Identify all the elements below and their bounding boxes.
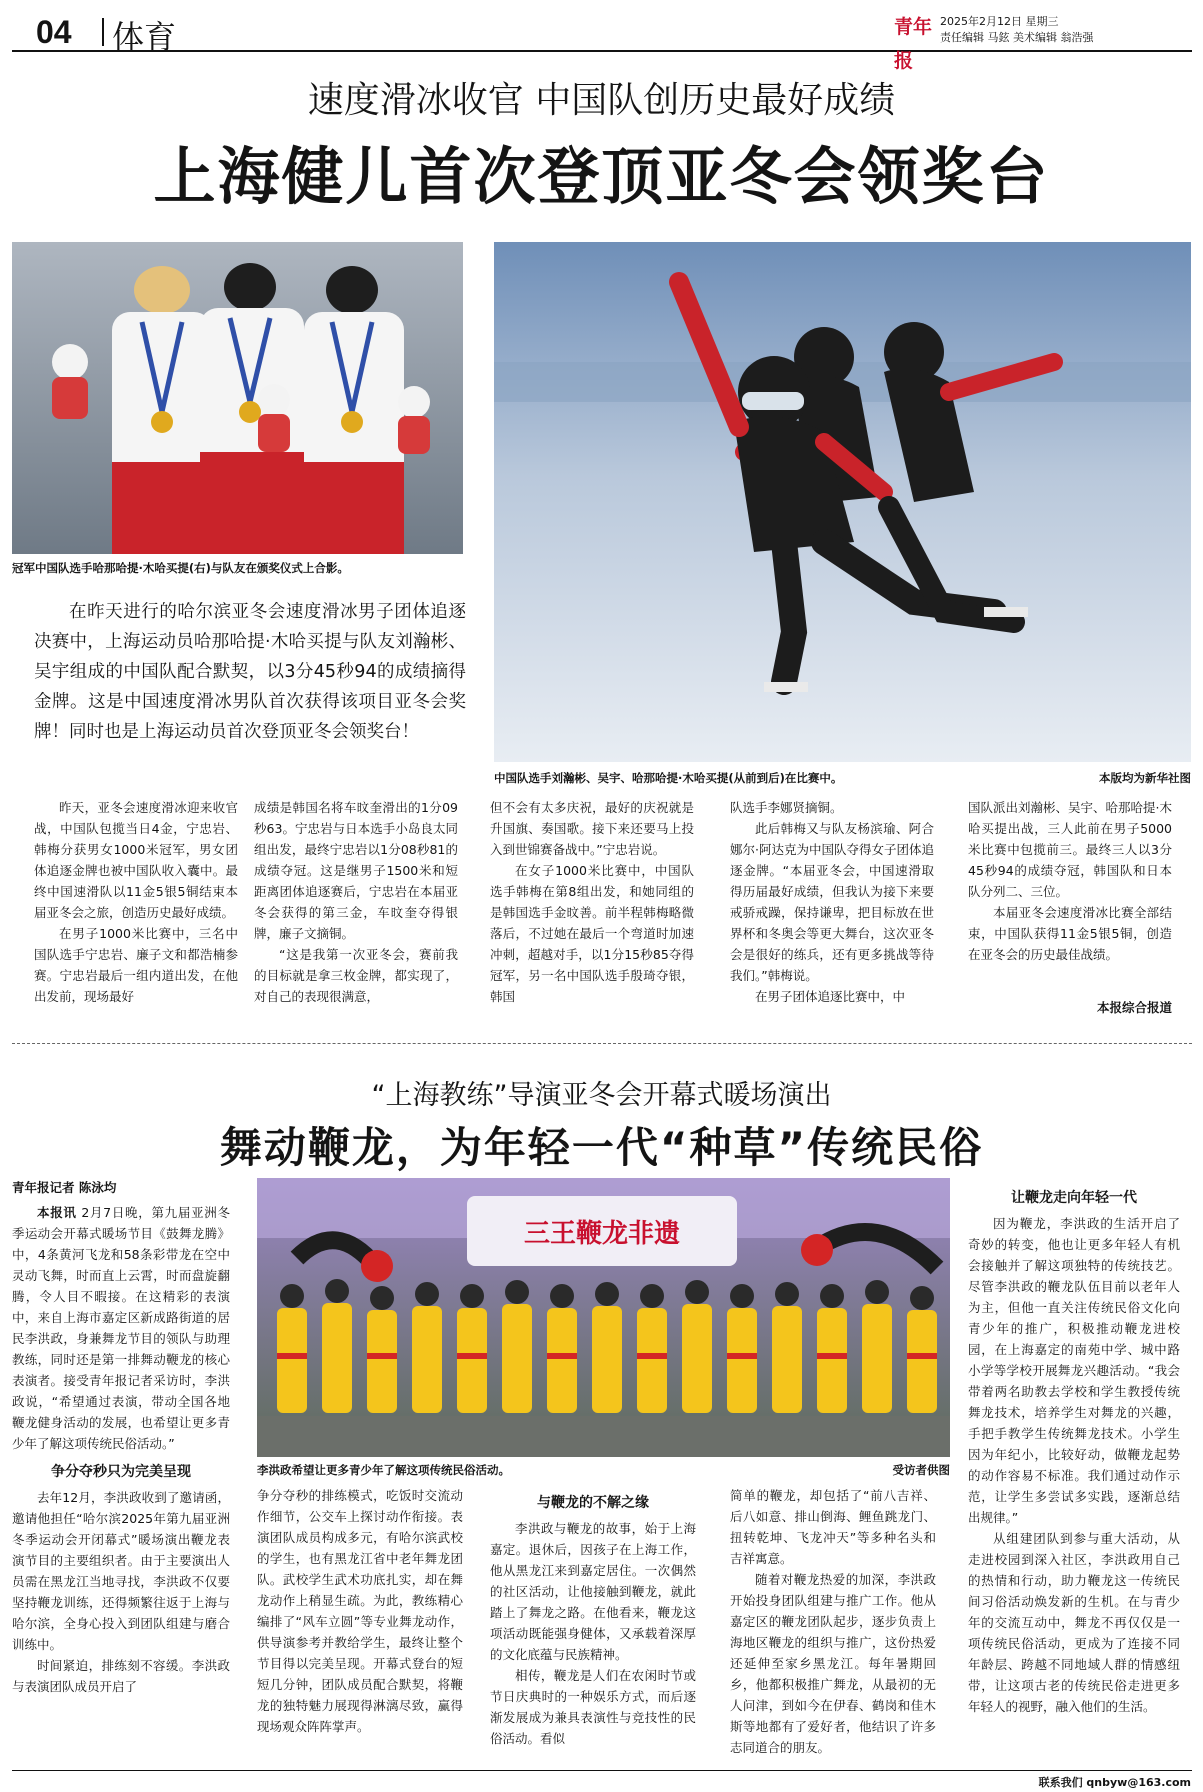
story1-column-3 [490, 797, 694, 1007]
skaters-photo [494, 242, 1191, 762]
story2-column-5 [968, 1188, 1180, 1717]
podium-photo [12, 242, 463, 554]
subheading: 争分夺秒只为完美呈现 [51, 1464, 191, 1480]
paragraph: 此后韩梅又与队友杨滨瑜、阿合娜尔·阿达克为中国队夺得女子团体追逐金牌。“本届亚冬会，中国速滑取得历届最好成绩，但我认为接下来要戒骄戒躁，保持谦卑，把目标放在世界杯和冬奥会等更大舞台，这次亚冬会是很好的练兵，还有更多挑战等待我们。”韩梅说。 [730, 821, 934, 983]
paragraph: 因为鞭龙，李洪政的生活开启了奇妙的转变，他也让更多年轻人有机会接触并了解这项独特的传统技艺。尽管李洪政的鞭龙队伍目前以老年人为主，但他一直关注传统民俗文化向青少年的推广，积极推动鞭龙进校园，在上海嘉定的南苑中学、城中路小学等学校开展舞龙兴趣活动。“我会带着两名助教去学校和学生教授传统舞龙技术，培养学生对舞龙的兴趣，手把手教学生传统舞龙技术。小学生因为年纪小，比较好动，做鞭龙起势的动作容易不标准。我们通过动作示范，让学生多尝试多实践，逐渐总结出规律。” [968, 1216, 1180, 1525]
story2-column-4 [730, 1485, 936, 1758]
paragraph: 时间紧迫，排练刻不容缓。李洪政与表演团队成员开启了 [12, 1658, 230, 1694]
paragraph: 简单的鞭龙，却包括了“前八吉祥、后八如意、排山倒海、鲤鱼跳龙门、扭转乾坤、飞龙冲天”等多种名头和吉祥寓意。 [730, 1488, 936, 1566]
story1-signature: 本报综合报道 [1096, 1000, 1172, 1015]
skaters-photo-illustration [494, 242, 1191, 762]
story1-column-5 [968, 797, 1172, 965]
story2-column-2 [257, 1485, 463, 1737]
paragraph: 从组建团队到参与重大活动，从走进校园到深入社区，李洪政用自己的热情和行动，助力鞭龙这一传统民间习俗活动焕发新的生机。在与青少年的交流互动中，舞龙不再仅仅是一项传统民俗活动，更成为了连接不同年龄层、跨越不同地域人群的情感纽带，让这项古老的传统民俗走进更多年轻人的视野，融入他们的生活。 [968, 1531, 1180, 1714]
story2-column-3 [490, 1485, 696, 1749]
paragraph [12, 1202, 230, 1454]
paragraph: 国队派出刘瀚彬、吴宇、哈那哈提·木哈买提出战，三人此前在男子5000米比赛中包揽前三。最终三人以3分45秒94的成绩夺冠，韩国队和日本队分列二、三位。 [968, 800, 1172, 899]
paragraph: 但不会有太多庆祝，最好的庆祝就是升国旗、奏国歌。接下来还要马上投入到世锦赛备战中。”宁忠岩说。 [490, 800, 694, 857]
paragraph: 在男子团体追逐比赛中，中 [755, 989, 906, 1004]
masthead-meta [940, 14, 1094, 46]
dragon-dance-photo [257, 1178, 950, 1457]
masthead [12, 8, 1192, 72]
subheading: 让鞭龙走向年轻一代 [1011, 1190, 1137, 1206]
dragon-dance-photo-illustration [257, 1178, 950, 1457]
paragraph: 去年12月，李洪政收到了邀请函，邀请他担任“哈尔滨2025年第九届亚洲冬季运动会开闭幕式”暖场演出鞭龙表演节目的主要组织者。由于主要演出人员需在黑龙江当地寻找，李洪政不仅要坚持鞭龙训练，还得频繁往返于上海与哈尔滨，全身心投入到团队组建与磨合训练中。 [12, 1490, 230, 1652]
story1-kicker: 速度滑冰收官 中国队创历史最好成绩 [307, 80, 896, 121]
footer-rule [12, 1770, 1192, 1771]
paragraph: “这是我第一次亚冬会，赛前我的目标就是拿三枚金牌，都实现了，对自己的表现很满意， [254, 947, 458, 1004]
paragraph-text: 2月7日晚，第九届亚洲冬季运动会开幕式暖场节目《鼓舞龙腾》中，4条黄河飞龙和58条彩带龙在空中灵动飞舞，时而直上云霄，时而盘旋翻腾，令人目不暇接。在这精彩的表演中，来自上海市嘉定区新成路街道的居民李洪政，身兼舞龙节目的领队与助理教练，同时还是第一排舞动鞭龙的核心表演者。接受青年报记者采访时，李洪政说，“希望通过表演，带动全国各地鞭龙健身活动的发展，也希望让更多青少年了解这项传统民俗活动。” [12, 1205, 230, 1451]
section-divider [102, 18, 104, 46]
story1-lede: 在昨天进行的哈尔滨亚冬会速度滑冰男子团体追逐决赛中，上海运动员哈那哈提·木哈买提与队友刘瀚彬、吴宇组成的中国队配合默契，以3分45秒94的成绩摘得金牌。这是中国速度滑冰男队首次获得该项目亚冬会奖牌！同时也是上海运动员首次登顶亚冬会领奖台！ [34, 602, 466, 742]
page-number: 04 [36, 14, 72, 50]
story1-headline: 上海健儿首次登顶亚冬会领奖台 [153, 140, 1050, 213]
footer-contact: 联系我们 qnbyw@163.com [1038, 1776, 1191, 1789]
paragraph: 昨天，亚冬会速度滑冰迎来收官战，中国队包揽当日4金，宁忠岩、韩梅分获男女1000米冠军，男女团体追逐金牌也被中国队收入囊中。最终中国速滑队以11金5银5铜结束本届亚冬会之旅，创造历史最好成绩。 [34, 800, 238, 920]
paragraph: 争分夺秒的排练模式，吃饭时交流动作细节，公交车上探讨动作衔接。表演团队成员构成多元，有哈尔滨武校的学生，也有黑龙江省中老年舞龙团队。武校学生武术功底扎实，却在舞龙动作上稍显生疏。为此，教练精心编排了“风车立圆”等专业舞龙动作，供导演参考并教给学生，最终让整个节目得以完美呈现。开幕式登台的短短几分钟，团队成员配合默契，将鞭龙的独特魅力展现得淋漓尽致，赢得现场观众阵阵掌声。 [257, 1488, 463, 1734]
newspaper-logo: 青年报 [894, 16, 933, 72]
paragraph: 队选手李娜贤摘铜。 [730, 800, 843, 815]
story2-byline: 青年报记者 陈泳均 [12, 1180, 117, 1195]
story2-kicker: “上海教练”导演亚冬会开幕式暖场演出 [371, 1080, 832, 1111]
paragraph: 随着对鞭龙热爱的加深，李洪政开始投身团队组建与推广工作。他从嘉定区的鞭龙团队起步，逐步负责上海地区鞭龙的组织与推广，这份热爱还延伸至家乡黑龙江。每年暑期回乡，他都积极推广舞龙，从最初的无人问津，到如今在伊春、鹤岗和佳木斯等地都有了爱好者，他结识了许多志同道合的朋友。 [730, 1572, 936, 1755]
section-title: 体育 [112, 18, 177, 56]
story1-column-4 [730, 797, 934, 1007]
podium-photo-illustration [12, 242, 463, 554]
story1-column-1 [34, 797, 238, 1007]
dragon-dance-credit: 受访者供图 [892, 1463, 950, 1477]
paragraph: 本届亚冬会速度滑冰比赛全部结束，中国队获得11金5银5铜，创造在亚冬会的历史最佳战绩。 [968, 905, 1172, 962]
subheading: 与鞭龙的不解之缘 [537, 1495, 649, 1511]
banner-text: 三王鞭龙非遗 [523, 1219, 681, 1249]
paragraph: 成绩是韩国名将车旼奎滑出的1分09秒63。宁忠岩与日本选手小岛良太同组出发，最终宁忠岩以1分08秒81的成绩夺冠。这是继男子1500米和短距离团体追逐赛后，宁忠岩在本届亚冬会获得的第三金，车旼奎夺得银牌，廉子文摘铜。 [254, 800, 458, 941]
dragon-dance-caption: 李洪政希望让更多青少年了解这项传统民俗活动。 [257, 1463, 510, 1477]
story-divider [12, 1043, 1192, 1044]
issue-date: 2025年2月12日 星期三 [940, 15, 1059, 28]
story2-headline: 舞动鞭龙，为年轻一代“种草”传统民俗 [219, 1123, 984, 1172]
story1-column-2 [254, 797, 458, 1007]
paragraph: 在男子1000米比赛中，三名中国队选手宁忠岩、廉子文和都浩楠参赛。宁忠岩最后一组内道出发，在他出发前，现场最好 [34, 926, 238, 1004]
skaters-photo-caption: 中国队选手刘瀚彬、吴宇、哈那哈提·木哈买提(从前到后)在比赛中。 [494, 771, 843, 785]
paragraph: 相传，鞭龙是人们在农闲时节或节日庆典时的一种娱乐方式，而后逐渐发展成为兼具表演性与竞技性的民俗活动。看似 [490, 1668, 696, 1746]
report-tag: 本报讯 [37, 1205, 77, 1220]
paragraph: 李洪政与鞭龙的故事，始于上海嘉定。退休后，因孩子在上海工作，他从黑龙江来到嘉定居住。一次偶然的社区活动，让他接触到鞭龙，就此踏上了舞龙之路。在他看来，鞭龙这项活动既能强身健体，又承载着深厚的文化底蕴与民族精神。 [490, 1521, 696, 1662]
editors-credit: 责任编辑 马鉉 美术编辑 翁浩强 [940, 31, 1094, 44]
story2-column-1 [12, 1202, 230, 1697]
photo-credit: 本版均为新华社图 [1099, 771, 1191, 785]
paragraph: 在女子1000米比赛中，中国队选手韩梅在第8组出发，和她同组的是韩国选手金旼善。前半程韩梅略微落后，不过她在最后一个弯道时加速冲刺，超越对手，以1分15秒85夺得冠军，另一名中国队选手殷琦夺银，韩国 [490, 863, 694, 1004]
podium-photo-caption: 冠军中国队选手哈那哈提·木哈买提(右)与队友在颁奖仪式上合影。 [12, 561, 349, 575]
